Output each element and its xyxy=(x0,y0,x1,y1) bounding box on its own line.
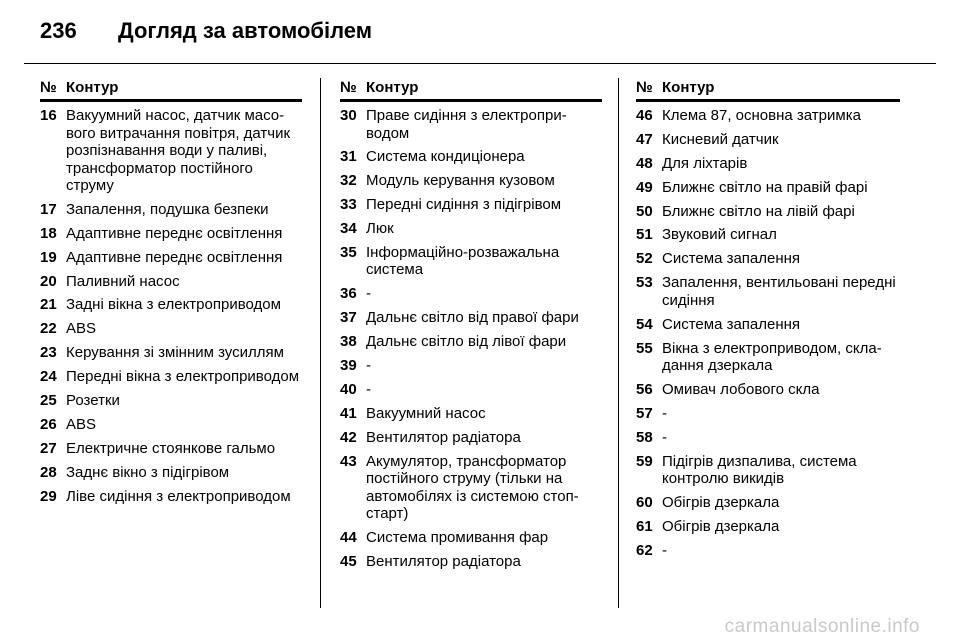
fuse-circuit: ABS xyxy=(66,320,97,338)
fuse-row xyxy=(340,220,602,238)
fuse-number: 20 xyxy=(40,272,57,290)
fuse-circuit: - xyxy=(662,541,667,559)
fuse-row xyxy=(340,553,602,571)
fuse-row xyxy=(636,405,900,423)
fuse-number: 43 xyxy=(340,452,357,470)
circuit-column-header: Контур xyxy=(662,79,715,96)
fuse-row xyxy=(636,429,900,447)
fuse-row xyxy=(340,148,602,166)
fuse-row xyxy=(340,529,602,547)
number-column-header: № xyxy=(636,79,653,96)
fuse-circuit: - xyxy=(662,428,667,446)
number-column-header: № xyxy=(340,79,357,96)
fuse-number: 50 xyxy=(636,202,653,220)
fuse-circuit: Омивач лобового скла xyxy=(662,380,820,398)
fuse-row xyxy=(636,203,900,221)
fuse-row xyxy=(40,273,302,291)
fuse-number: 39 xyxy=(340,357,357,375)
fuse-circuit: Запалення, подушка безпеки xyxy=(66,200,269,218)
fuse-number: 60 xyxy=(636,493,653,511)
fuse-circuit: Ближнє світло на лівій фарі xyxy=(662,202,855,220)
fuse-row xyxy=(636,316,900,334)
fuse-number: 27 xyxy=(40,439,57,457)
fuse-number: 62 xyxy=(636,541,653,559)
fuse-circuit: Вікна з електроприводом, складання дзеркала xyxy=(662,339,882,375)
fuse-row xyxy=(636,518,900,536)
fuse-circuit: Передні вікна з електроприводом xyxy=(66,368,300,386)
fuse-number: 34 xyxy=(340,220,357,238)
fuse-row xyxy=(340,333,602,351)
fuse-circuit: Ближнє світло на правій фарі xyxy=(662,178,868,196)
fuse-number: 49 xyxy=(636,178,653,196)
fuse-circuit: Задні вікна з електроприводом xyxy=(66,296,281,314)
fuse-row xyxy=(40,320,302,338)
fuse-circuit: Електричне стоянкове гальмо xyxy=(66,439,276,457)
fuse-circuit: Ліве сидіння з електроприводом xyxy=(66,487,291,505)
fuse-circuit: - xyxy=(366,380,371,398)
fuse-row xyxy=(40,201,302,219)
fuse-row xyxy=(636,542,900,560)
fuse-circuit: Система запалення xyxy=(662,315,801,333)
fuse-row xyxy=(40,344,302,362)
fuse-row xyxy=(636,226,900,244)
fuse-circuit: Система запалення xyxy=(662,250,801,268)
fuse-row xyxy=(40,296,302,314)
fuse-number: 61 xyxy=(636,517,653,535)
fuse-row xyxy=(40,416,302,434)
fuse-number: 57 xyxy=(636,404,653,422)
fuse-circuit: Обігрів дзеркала xyxy=(662,493,780,511)
fuse-number: 48 xyxy=(636,154,653,172)
fuse-circuit: Кисневий датчик xyxy=(662,130,779,148)
fuse-row xyxy=(40,225,302,243)
fuse-number: 56 xyxy=(636,380,653,398)
fuse-number: 31 xyxy=(340,148,357,166)
fuse-row xyxy=(340,244,602,279)
fuse-row xyxy=(340,405,602,423)
fuse-row xyxy=(40,440,302,458)
fuse-row xyxy=(340,196,602,214)
fuse-number: 51 xyxy=(636,226,653,244)
fuse-row xyxy=(636,381,900,399)
fuse-row xyxy=(340,381,602,399)
fuse-circuit: Праве сидіння з електроприводом xyxy=(366,107,567,142)
fuse-number: 55 xyxy=(636,339,653,357)
fuse-circuit: Для ліхтарів xyxy=(662,154,748,172)
fuse-number: 16 xyxy=(40,107,57,124)
fuse-number: 25 xyxy=(40,392,57,410)
fuse-circuit: Заднє вікно з підігрівом xyxy=(66,463,230,481)
fuse-number: 59 xyxy=(636,452,653,470)
fuse-number: 37 xyxy=(340,309,357,327)
fuse-number: 26 xyxy=(40,415,57,433)
fuse-circuit: Звуковий сигнал xyxy=(662,226,777,244)
fuse-number: 36 xyxy=(340,285,357,303)
fuse-row xyxy=(340,285,602,303)
fuse-circuit: Люк xyxy=(366,220,394,238)
fuse-number: 52 xyxy=(636,250,653,268)
fuse-row xyxy=(340,172,602,190)
fuse-row xyxy=(636,179,900,197)
fuse-row xyxy=(340,453,602,523)
fuse-circuit: Обігрів дзеркала xyxy=(662,517,780,535)
fuse-row xyxy=(340,107,602,142)
fuse-row xyxy=(40,464,302,482)
fuse-number: 23 xyxy=(40,344,57,362)
fuse-circuit: Дальнє світло від правої фари xyxy=(366,309,579,327)
fuse-number: 24 xyxy=(40,368,57,386)
fuse-number: 58 xyxy=(636,428,653,446)
fuse-number: 45 xyxy=(340,552,357,570)
fuse-number: 33 xyxy=(340,196,357,214)
fuse-circuit: Керування зі змінним зусиллям xyxy=(66,344,284,362)
column-header xyxy=(636,78,900,102)
fuse-row xyxy=(40,249,302,267)
fuse-circuit: - xyxy=(662,404,667,422)
circuit-column-header: Контур xyxy=(366,79,419,96)
fuse-number: 41 xyxy=(340,404,357,422)
page-number: 236 xyxy=(40,18,77,43)
number-column-header: № xyxy=(40,79,57,96)
fuse-circuit: Дальнє світло від лівої фари xyxy=(366,333,567,351)
fuse-row xyxy=(340,429,602,447)
fuse-circuit: ABS xyxy=(66,415,97,433)
fuse-circuit: Паливний насос xyxy=(66,272,180,290)
fuse-circuit: Акумулятор, трансформатор постійного струму (тільки на автомобілях із системою стоп-старт) xyxy=(366,452,579,523)
fuse-circuit: Система промивання фар xyxy=(366,528,549,546)
fuse-number: 21 xyxy=(40,296,57,314)
circuit-column-header: Контур xyxy=(66,79,119,96)
fuse-circuit: Система кондиціонера xyxy=(366,148,525,166)
fuse-number: 42 xyxy=(340,428,357,446)
fuse-number: 28 xyxy=(40,463,57,481)
fuse-row xyxy=(40,488,302,506)
column-header xyxy=(340,78,602,102)
fuse-number: 35 xyxy=(340,243,357,261)
fuse-number: 46 xyxy=(636,107,653,124)
column-divider xyxy=(320,78,321,608)
fuse-number: 54 xyxy=(636,315,653,333)
fuse-circuit: - xyxy=(366,357,371,375)
fuse-circuit: Підігрів дизпалива, система контролю викидів xyxy=(662,452,857,488)
fuse-circuit: Інформаційно-розважальна система xyxy=(366,243,560,279)
fuse-row xyxy=(636,453,900,488)
fuse-column-2 xyxy=(340,78,602,577)
fuse-number: 32 xyxy=(340,172,357,190)
fuse-number: 22 xyxy=(40,320,57,338)
fuse-row xyxy=(40,107,302,195)
page-title: Догляд за автомобілем xyxy=(118,18,373,43)
fuse-circuit: Передні сидіння з підігрівом xyxy=(366,196,562,214)
fuse-circuit: Запалення, вентильовані передні сидіння xyxy=(662,274,896,309)
fuse-circuit: Клема 87, основна затримка xyxy=(662,107,861,124)
fuse-circuit: Адаптивне переднє освітлення xyxy=(66,224,283,242)
fuse-row xyxy=(636,340,900,375)
fuse-column-3 xyxy=(636,78,900,566)
header-rule xyxy=(24,63,936,64)
fuse-circuit: Розетки xyxy=(66,392,120,410)
fuse-number: 47 xyxy=(636,130,653,148)
fuse-circuit: - xyxy=(366,285,371,303)
fuse-row xyxy=(636,107,900,125)
fuse-row xyxy=(636,131,900,149)
fuse-row xyxy=(340,309,602,327)
fuse-number: 53 xyxy=(636,274,653,292)
fuse-number: 19 xyxy=(40,248,57,266)
fuse-number: 40 xyxy=(340,380,357,398)
fuse-row xyxy=(40,392,302,410)
fuse-column-1 xyxy=(40,78,302,511)
fuse-list xyxy=(40,102,302,505)
fuse-circuit: Модуль керування кузовом xyxy=(366,172,555,190)
fuse-list xyxy=(340,102,602,570)
fuse-row xyxy=(636,494,900,512)
fuse-circuit: Адаптивне переднє освітлення xyxy=(66,248,283,266)
column-divider xyxy=(618,78,619,608)
fuse-list xyxy=(636,102,900,559)
fuse-number: 38 xyxy=(340,333,357,351)
fuse-circuit: Вакуумний насос, датчик масового витрачання повітря, датчик розпізнавання води у паливі, трансформатор постійного струму xyxy=(66,107,291,194)
fuse-row xyxy=(40,368,302,386)
watermark: carmanualsonline.info xyxy=(724,616,920,637)
fuse-circuit: Вентилятор радіатора xyxy=(366,428,521,446)
fuse-circuit: Вентилятор радіатора xyxy=(366,552,521,570)
fuse-number: 29 xyxy=(40,487,57,505)
fuse-row xyxy=(636,274,900,309)
fuse-number: 30 xyxy=(340,107,357,124)
page-header xyxy=(40,18,372,48)
fuse-circuit: Вакуумний насос xyxy=(366,404,486,422)
fuse-number: 44 xyxy=(340,528,357,546)
column-header xyxy=(40,78,302,102)
fuse-number: 18 xyxy=(40,224,57,242)
fuse-row xyxy=(636,155,900,173)
fuse-row xyxy=(636,250,900,268)
fuse-row xyxy=(340,357,602,375)
fuse-number: 17 xyxy=(40,200,57,218)
